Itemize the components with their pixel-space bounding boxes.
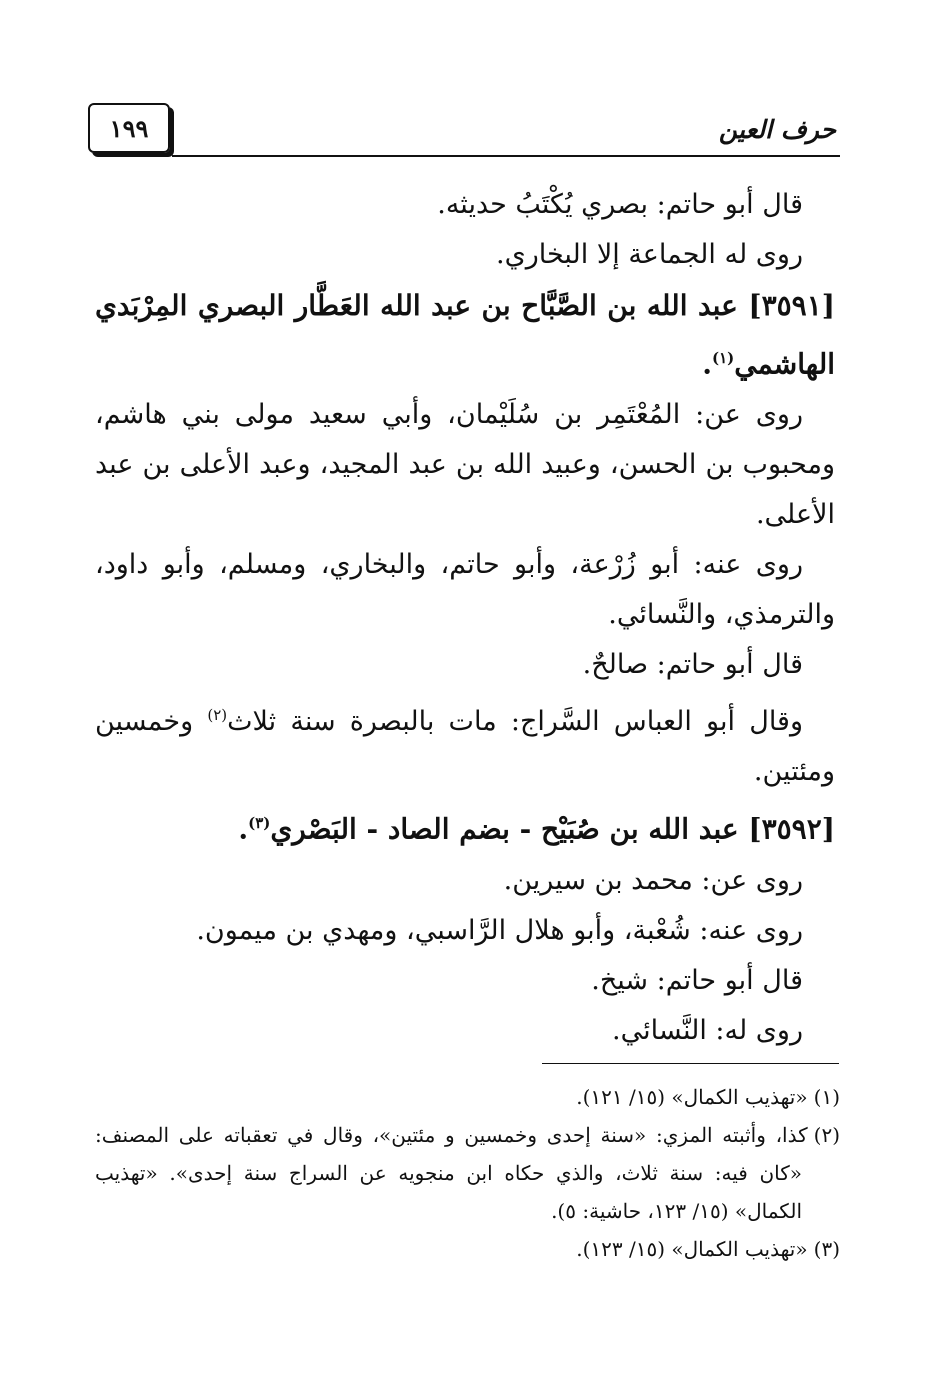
footnote [95,1116,840,1230]
running-title: حرف العين [718,115,836,144]
footnote-ref: (٢) [207,706,228,725]
footnote-ref: (٣) [248,814,271,833]
paragraph: قال أبو حاتم: شيخ. [591,964,803,996]
paragraph [95,690,835,797]
header-rule [172,155,840,157]
paragraph: روى له الجماعة إلا البخاري. [495,239,803,270]
entry-heading-tail: . [238,812,249,846]
page-number: ١٩٩ [88,103,170,153]
footnotes [95,1078,840,1268]
footnote [95,1078,840,1116]
paragraph: روى عنه: أبو زُرْعة، وأبو حاتم، والبخاري، ومسلم، وأبو داود، والترمذي، والنَّسائي. [95,549,835,631]
paragraph-text: وخمسين ومئتين. [95,706,835,788]
entry-heading-text: [٣٥٩١] عبد الله بن الصَّبَّاح بن عبد الله العَطَّار البصري المِرْبَدي الهاشمي [95,289,835,381]
paragraph: قال أبو حاتم: بصري يُكْتَبُ حديثه. [437,189,803,220]
paragraph: قال أبو حاتم: صالحٌ. [582,649,803,681]
footnote-number: (٣) [813,1237,840,1261]
entry-heading-tail: . [702,347,712,381]
footnote-separator [542,1063,839,1064]
footnote-text: «تهذيب الكمال» (١٥/ ١٢٣). [576,1237,808,1261]
paragraph: روى عنه: شُعْبة، وأبو هلال الرَّاسبي، ومهدي بن ميمون. [196,914,803,946]
footnote-text: كذا، وأثبته المزي: «سنة إحدى وخمسين و مئتين»، وقال في تعقباته على المصنف: «كان فيه: سنة ثلاث، والذي حكاه ابن منجويه عن السراج سنة إحدى». «تهذيب الكمال» (١٥/ ١٢٣، حاشية: ٥). [95,1123,808,1223]
entry-heading-3591 [95,280,835,390]
entry-heading-text: [٣٥٩٢] عبد الله بن صُبَيْح - بضم الصاد - البَصْري [270,812,835,846]
main-text [95,180,835,1056]
footnote-text: «تهذيب الكمال» (١٥/ ١٢١). [576,1085,808,1109]
footnote-number: (٢) [813,1123,840,1147]
paragraph: روى عن: محمد بن سيرين. [503,864,803,896]
paragraph-text: وقال أبو العباس السَّراج: مات بالبصرة سنة ثلاث [227,706,803,738]
footnote-ref: (١) [711,349,735,367]
page-header [88,103,840,159]
paragraph: روى عن: المُعْتَمِر بن سُلَيْمان، وأبي سعيد مولى بني هاشم، ومحبوب بن الحسن، وعبيد الله بن عبد المجيد، وعبد الأعلى بن عبد الأعلى. [95,399,836,531]
entry-heading-3592 [95,797,835,855]
footnote [95,1230,840,1268]
paragraph: روى له: النَّسائي. [612,1014,803,1046]
footnote-number: (١) [813,1085,840,1109]
